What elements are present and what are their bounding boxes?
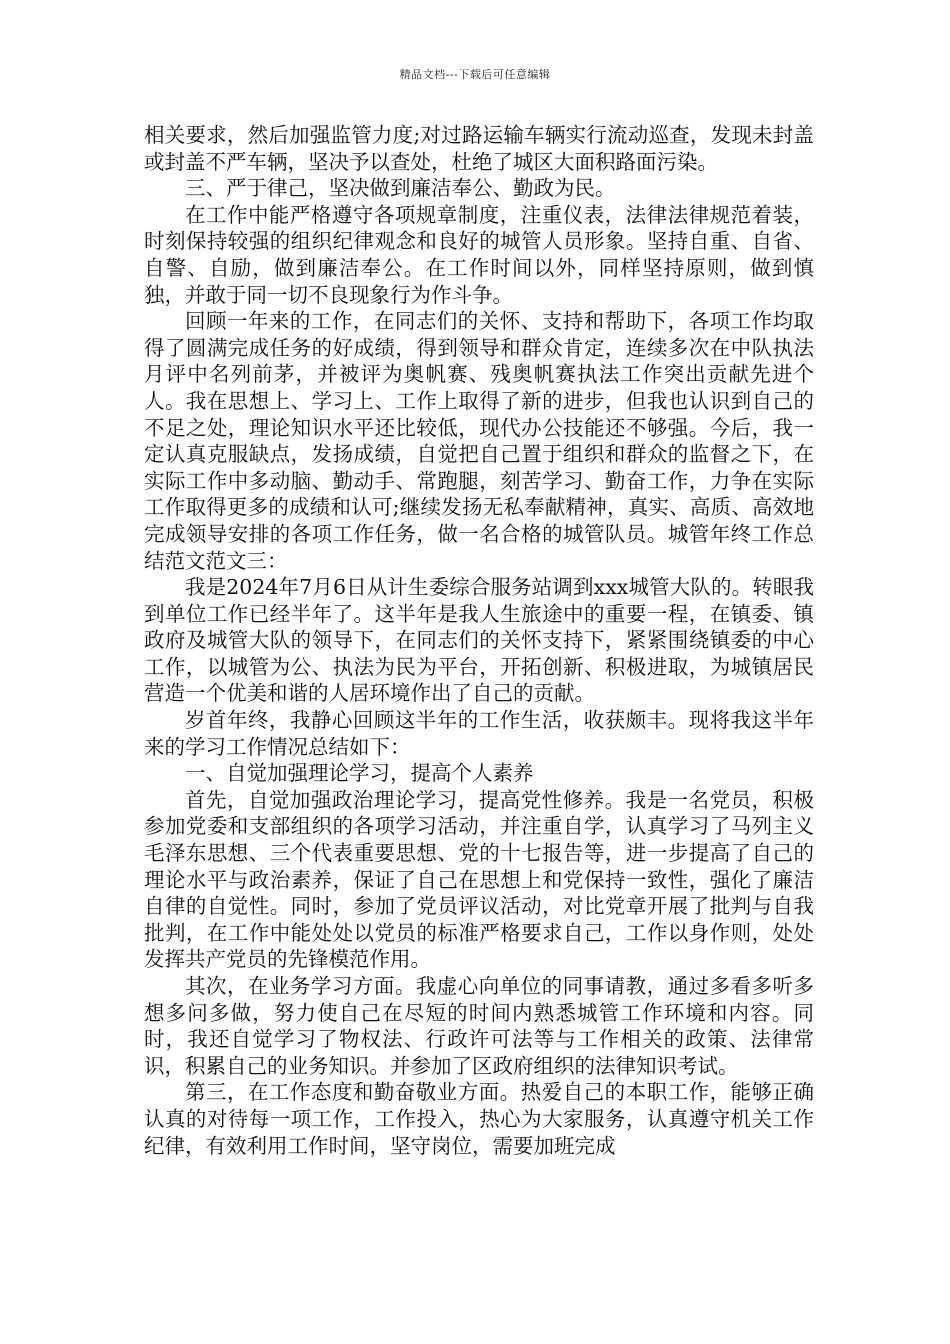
- paragraph-9: 其次，在业务学习方面。我虚心向单位的同事请教，通过多看多听多想多问多做，努力使自己在尽短的时间内熟悉城管工作环境和内容。同时，我还自觉学习了物权法、行政许可法等与工作相关的政策、法律常识，积累自己的业务知识。并参加了区政府组织的法律知识考试。: [144, 974, 814, 1078]
- paragraph-4: 回顾一年来的工作，在同志们的关怀、支持和帮助下，各项工作均取得了圆满完成任务的好成绩，得到领导和群众肯定，连续多次在中队执法月评中名列前茅，并被评为奥帆赛、残奥帆赛执法工作突出贡献先进个人。我在思想上、学习上、工作上取得了新的进步，但我也认识到自己的不足之处，理论知识水平还比较低，现代办公技能还不够强。今后，我一定认真克服缺点，发扬成绩，自觉把自己置于组织和群众的监督之下，在实际工作中多动脑、勤动手、常跑腿，刻苦学习、勤奋工作，力争在实际工作取得更多的成绩和认可;继续发扬无私奉献精神，真实、高质、高效地完成领导安排的各项工作任务，做一名合格的城管队员。城管年终工作总结范文范文三：: [144, 309, 814, 573]
- paragraph-3: 在工作中能严格遵守各项规章制度，注重仪表，法律法律规范着装，时刻保持较强的组织纪律观念和良好的城管人员形象。坚持自重、自省、自警、自励，做到廉洁奉公。在工作时间以外，同样坚持原则，做到慎独，并敢于同一切不良现象行为作斗争。: [144, 202, 814, 307]
- paragraph-7: 一、自觉加强理论学习，提高个人素养: [185, 761, 534, 786]
- paragraph-5: 我是2024年7月6日从计生委综合服务站调到xxx城管大队的。转眼我到单位工作已经半年了。这半年是我人生旅途中的重要一程，在镇委、镇政府及城管大队的领导下，在同志们的关怀支持下，紧紧围绕镇委的中心工作，以城管为公、执法为民为平台，开拓创新、积极进取，为城镇居民营造一个优美和谐的人居环境作出了自己的贡献。: [144, 575, 814, 706]
- paragraph-10: 第三，在工作态度和勤奋敬业方面。热爱自己的本职工作，能够正确认真的对待每一项工作，工作投入，热心为大家服务，认真遵守机关工作纪律，有效利用工作时间，坚守岗位，需要加班完成: [144, 1080, 814, 1158]
- document-body: [144, 122, 814, 1159]
- paragraph-1: 相关要求，然后加强监管力度;对过路运输车辆实行流动巡查，发现未封盖或封盖不严车辆，坚决予以查处，杜绝了城区大面积路面污染。: [144, 123, 814, 174]
- paragraph-6: 岁首年终，我静心回顾这半年的工作生活，收获颇丰。现将我这半年来的学习工作情况总结如下：: [144, 708, 814, 759]
- paragraph-2: 三、严于律己，坚决做到廉洁奉公、勤政为民。: [185, 176, 616, 201]
- paragraph-8: 首先，自觉加强政治理论学习，提高党性修养。我是一名党员，积极参加党委和支部组织的各项学习活动，并注重自学，认真学习了马列主义毛泽东思想、三个代表重要思想、党的十七报告等，进一步提高了自己的理论水平与政治素养，保证了自己在思想上和党保持一致性，强化了廉洁自律的自觉性。同时，参加了党员评议活动，对比党章开展了批判与自我批判，在工作中能处处以党员的标准严格要求自己，工作以身作则，处处发挥共产党员的先锋模范作用。: [144, 787, 814, 972]
- page-header: 精品文档---下载后可任意编辑: [399, 68, 551, 81]
